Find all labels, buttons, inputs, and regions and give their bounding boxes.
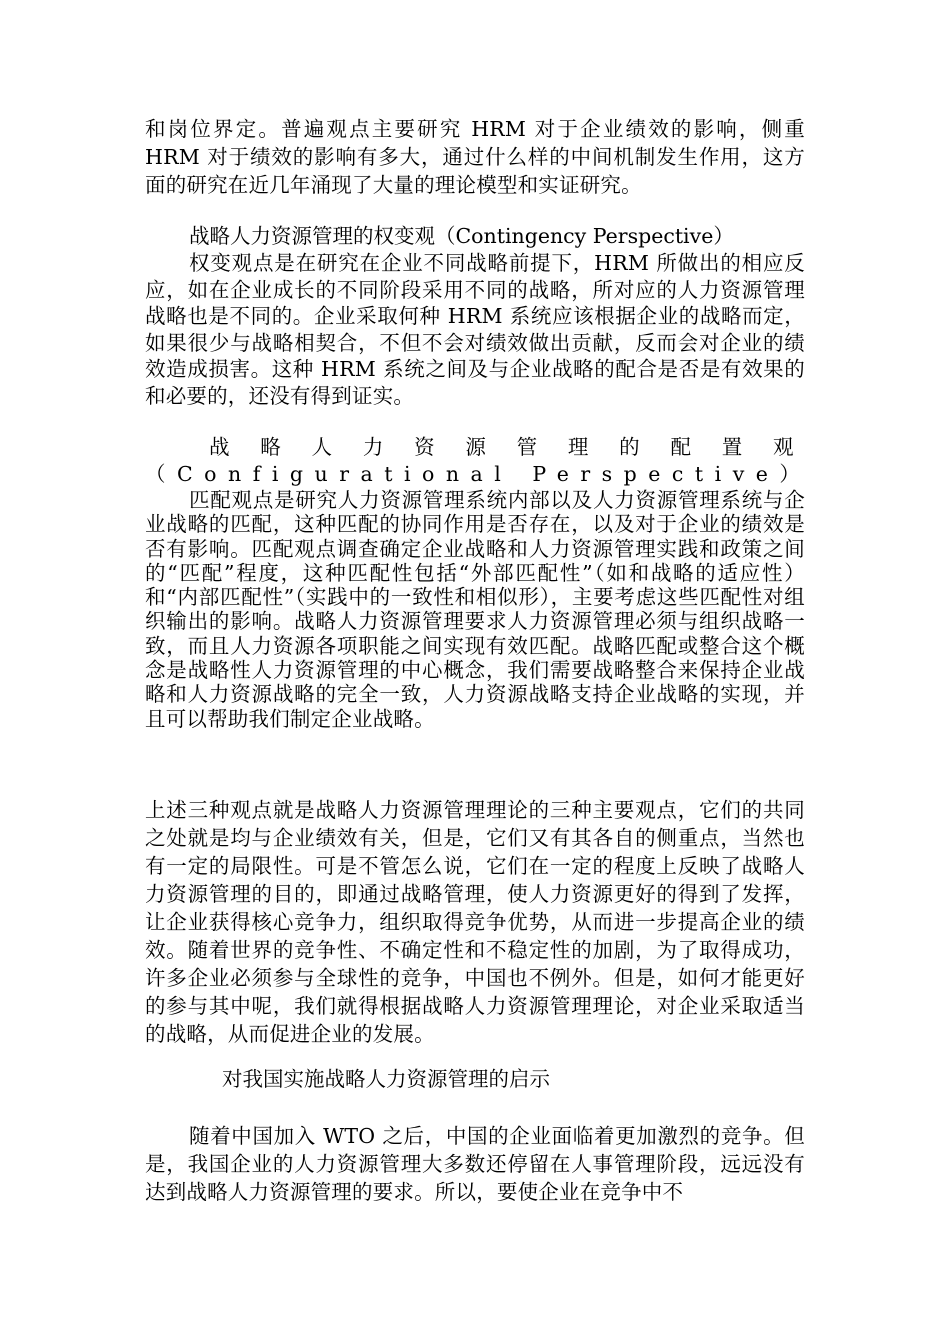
heading-contingency: 战略人力资源管理的权变观（Contingency Perspective） — [189, 224, 734, 248]
section-contingency — [145, 223, 805, 409]
paragraph-china: 随着中国加入 WTO 之后，中国的企业面临着更加激烈的竞争。但是，我国企业的人力资源管理大多数还停留在人事管理阶段，远远没有达到战略人力资源管理的要求。所以，要使企业在竞争中不 — [145, 1124, 805, 1204]
section-china-heading — [145, 1066, 805, 1093]
paragraph-contingency: 权变观点是在研究在企业不同战略前提下，HRM 所做出的相应反应，如在企业成长的不同阶段采用不同的战略，所对应的人力资源管理战略也是不同的。企业采取何种 HRM 系统应该根据企业的战略而定，如果很少与战略相契合，不但不会对绩效做出贡献，反而会对企业的绩效造成损害。这种 HRM 系统之间及与企业战略的配合是否是有效果的和必要的，还没有得到证实。 — [145, 251, 805, 408]
heading-china: 对我国实施战略人力资源管理的启示 — [222, 1067, 550, 1091]
section-china — [145, 1122, 805, 1206]
section-configurational — [145, 434, 812, 731]
paragraph-intro: 和岗位界定。普遍观点主要研究 HRM 对于企业绩效的影响，侧重 HRM 对于绩效的影响有多大，通过什么样的中间机制发生作用，这方面的研究在近几年涌现了大量的理论模型和实证研究。 — [145, 117, 805, 197]
paragraph-configurational: 匹配观点是研究人力资源管理系统内部以及人力资源管理系统与企业战略的匹配，这种匹配的协同作用是否存在，以及对于企业的绩效是否有影响。匹配观点调查确定企业战略和人力资源管理实践和政策之间的“匹配”程度，这种匹配性包括“外部匹配性”（如和战略的适应性）和“内部匹配性”（实践中的一致性和相似形），主要考虑这些匹配性对组织输出的影响。战略人力资源管理要求人力资源管理必须与组织战略一致，而且人力资源各项职能之间实现有效匹配。战略匹配或整合这个概念是战略性人力资源管理的中心概念，我们需要战略整合来保持企业战略和人力资源战略的完全一致，人力资源战略支持企业战略的实现，并且可以帮助我们制定企业战略。 — [145, 488, 805, 731]
heading-configurational: 战略人力资源管理的配置观（Configurational Perspective） — [145, 435, 812, 486]
paragraph-intro-block — [145, 115, 805, 199]
paragraph-summary: 上述三种观点就是战略人力资源管理理论的三种主要观点，它们的共同之处就是均与企业绩效有关，但是，它们又有其各自的侧重点，当然也有一定的局限性。可是不管怎么说，它们在一定的程度上反映了战略人力资源管理的目的，即通过战略管理，使人力资源更好的得到了发挥，让企业获得核心竞争力，组织取得竞争优势，从而进一步提高企业的绩效。随着世界的竞争性、不确定性和不稳定性的加剧，为了取得成功，许多企业必须参与全球性的竞争，中国也不例外。但是，如何才能更好的参与其中呢，我们就得根据战略人力资源管理理论，对企业采取适当的战略，从而促进企业的发展。 — [145, 798, 805, 1046]
section-summary — [145, 796, 805, 1048]
